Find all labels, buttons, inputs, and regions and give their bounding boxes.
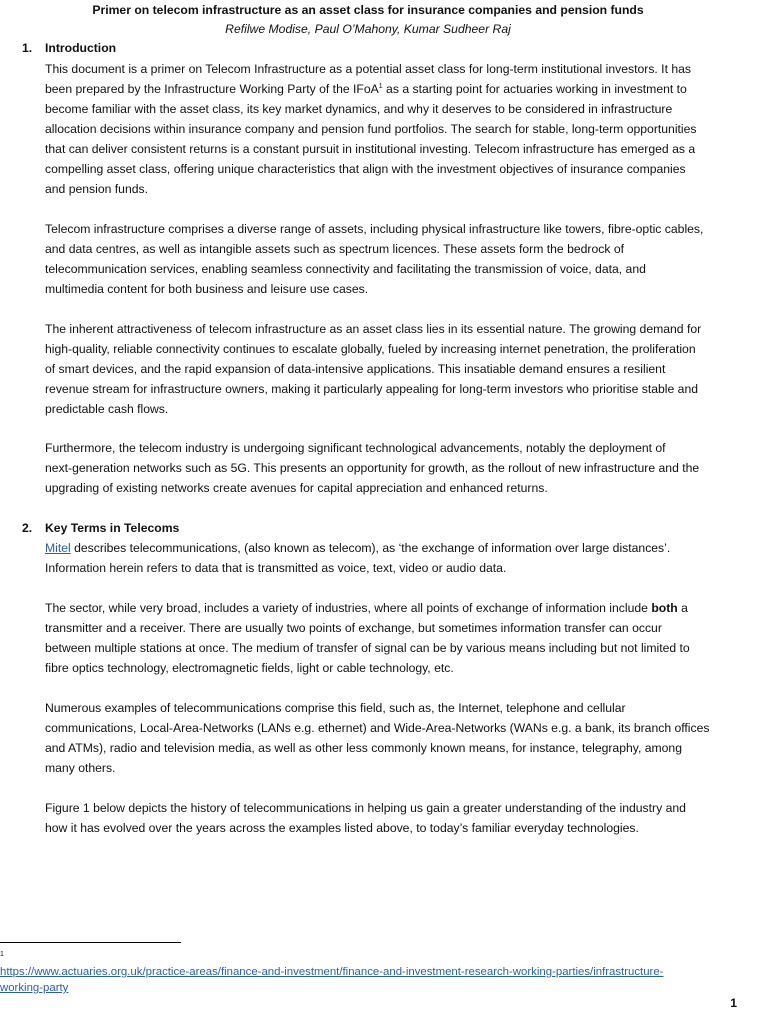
section-title: Introduction [45, 41, 117, 55]
text-line: This document is a primer on Telecom Infrastructure as a potential asset class for long-term institutional investors. It has [45, 62, 691, 76]
paragraph [45, 698, 735, 778]
text-line: upgrading of existing networks create avenues for capital appreciation and enhanced returns. [45, 481, 548, 495]
text-line: many others. [45, 761, 116, 775]
text-line: how it has evolved over the years across the examples listed above, to today’s familiar everyday technologies. [45, 821, 639, 835]
text-line: become familiar with the asset class, its key market dynamics, and why it deserves to be considered in infrastructure [45, 102, 673, 116]
paragraph [45, 598, 735, 678]
paragraph [45, 538, 735, 578]
text-line: allocation decisions within insurance company and pension fund portfolios. The search for stable, long-term opportunities [45, 122, 697, 136]
paragraph [45, 438, 735, 498]
text-line: Telecom infrastructure comprises a diverse range of assets, including physical infrastructure like towers, fibre-optic cables, [45, 222, 704, 236]
text-line: between multiple stations at once. The medium of transfer of signal can be by various means including but not limited to [45, 641, 690, 655]
paragraph [45, 798, 735, 838]
mitel-link[interactable]: Mitel [45, 541, 71, 555]
text-line: and pension funds. [45, 182, 148, 196]
text-line: The inherent attractiveness of telecom infrastructure as an asset class lies in its essential nature. The growing demand for [45, 322, 702, 336]
section-title: Key Terms in Telecoms [45, 521, 180, 535]
text-line: Mitel describes telecommunications, (also known as telecom), as ‘the exchange of information over large distances’. [45, 541, 671, 555]
text-line: predictable cash flows. [45, 402, 169, 416]
footnote-link[interactable] [0, 964, 740, 996]
text-line: Numerous examples of telecommunications comprise this field, such as, the Internet, telephone and cellular [45, 701, 626, 715]
paragraph [45, 219, 735, 299]
paragraph [45, 319, 735, 419]
text-line: multimedia content for both business and leisure use cases. [45, 282, 369, 296]
document-title: Primer on telecom infrastructure as an asset class for insurance companies and pension funds [92, 3, 644, 17]
text-line: and ATMs), radio and television media, as well as other less commonly known means, for instance, telegraphy, among [45, 741, 682, 755]
footnote-mark: 1 [0, 951, 4, 958]
section-number: 1. [22, 41, 33, 55]
text-line: next-generation networks such as 5G. This presents an opportunity for growth, as the rollout of new infrastructure and the [45, 461, 700, 475]
text-line: communications, Local-Area-Networks (LANs e.g. ethernet) and Wide-Area-Networks (WANs e.g. a bank, its branch offices [45, 721, 710, 735]
text-line: Furthermore, the telecom industry is undergoing significant technological advancements, notably the deployment of [45, 441, 666, 455]
text-line: transmitter and a receiver. There are usually two points of exchange, but sometimes information transfer can occur [45, 621, 662, 635]
section-number: 2. [22, 521, 33, 535]
text-line: The sector, while very broad, includes a variety of industries, where all points of exchange of information include both a [45, 601, 688, 615]
text-line: Information herein refers to data that is transmitted as voice, text, video or audio data. [45, 561, 507, 575]
text-line: compelling asset class, offering unique characteristics that align with the investment objectives of insurance companies [45, 162, 686, 176]
emphasis-both: both [651, 601, 678, 615]
text-line: Figure 1 below depicts the history of telecommunications in helping us gain a greater understanding of the industry and [45, 801, 686, 815]
text-line: and data centres, as well as intangible assets such as spectrum licences. These assets form the bedrock of [45, 242, 624, 256]
page-number: 1 [730, 996, 737, 1010]
text-line: high-quality, reliable connectivity continues to escalate globally, fueled by increasing internet penetration, the proliferation [45, 342, 696, 356]
text-line: fibre optics technology, electromagnetic fields, light or cable technology, etc. [45, 661, 454, 675]
document-authors: Refilwe Modise, Paul O’Mahony, Kumar Sudheer Raj [225, 22, 511, 36]
footnote-separator [0, 942, 181, 943]
text-line: revenue stream for infrastructure owners, making it particularly appealing for long-term investors who prioritise stable and [45, 382, 699, 396]
footnote-url-line[interactable]: working-party [0, 982, 69, 994]
text-line: that can deliver consistent returns is a constant pursuit in institutional investing. Telecom infrastructure has emerged as a [45, 142, 696, 156]
paragraph [45, 59, 735, 199]
text-line: been prepared by the Infrastructure Working Party of the IFoA$^1$ as a starting point for actuaries working in investment to [45, 82, 687, 96]
text-line: of smart devices, and the rapid expansion of data-intensive applications. This insatiable demand ensures a resilient [45, 362, 666, 376]
text-line: telecommunication services, enabling seamless connectivity and facilitating the transmission of voice, data, and [45, 262, 646, 276]
footnote-url-line[interactable]: https://www.actuaries.org.uk/practice-areas/finance-and-investment/finance-and-investment-research-working-parties/infrastructure- [0, 966, 664, 978]
footnote-reference[interactable]: 1 [378, 82, 383, 90]
